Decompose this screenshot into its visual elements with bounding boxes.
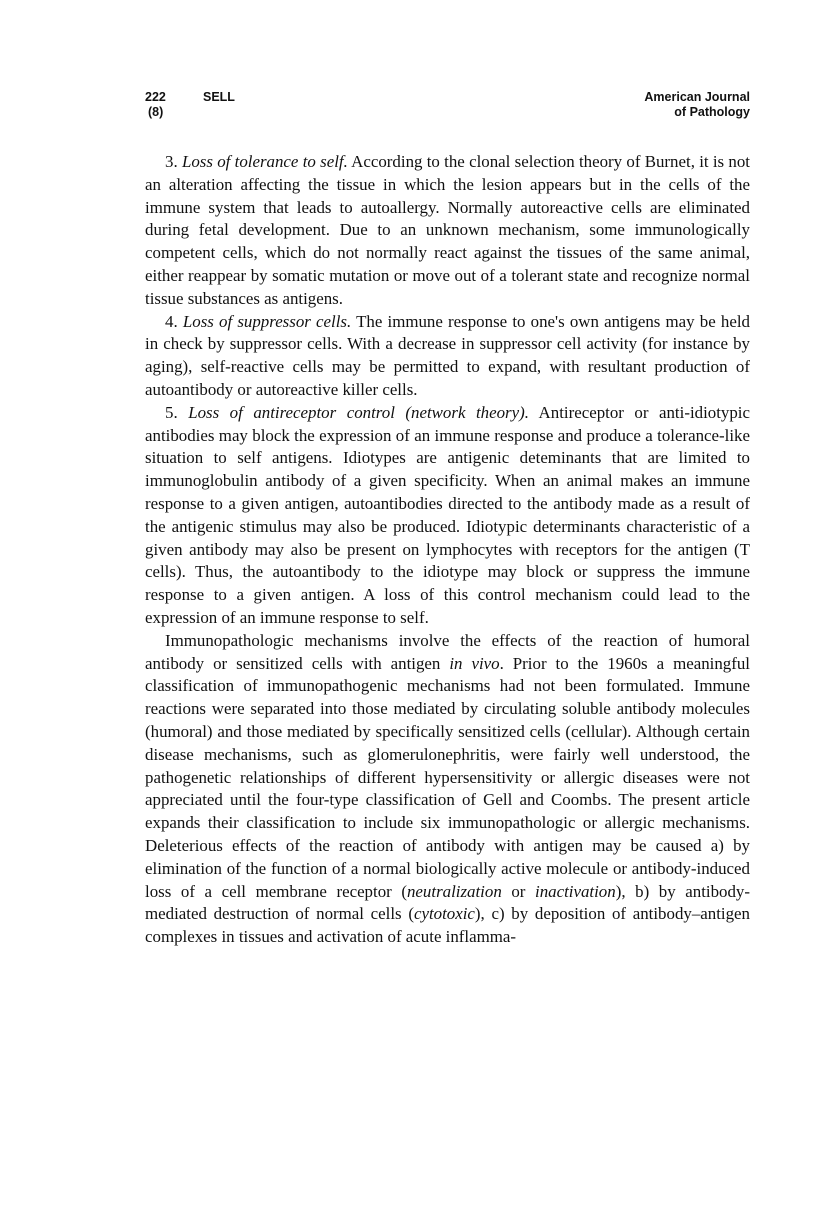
italic-term-inactivation: inactivation: [535, 881, 616, 901]
text-segment: . Prior to the 1960s a meaningful classification of immunopathogenic mechanisms had not been formulated. Immune reactions were separated into those mediated by circulating soluble antibody molecules (humoral) and those mediated by specifically sensitized cells (cellular). Although certain disease mechanisms, such as glomerulonephritis, were fairly well understood, the pathogenetic relationships of different hypersensitivity or allergic diseases were not appreciated until the four-type classification of Gell and Coombs. The present article expands their classification to include six immunopathologic or allergic mechanisms. Deleterious effects of the reaction of antibody with antigen may be caused a) by elimination of the function of a normal biologically active molecule or antibody-induced loss of a cell membrane receptor (: [145, 653, 750, 901]
text-segment: ), c) by deposition of antibody–antigen complexes in tissues and activation of acute inflamma-: [145, 904, 750, 947]
page-sub-number: (8): [148, 105, 164, 119]
item-heading: Loss of antireceptor control (network theory).: [188, 402, 529, 422]
running-header: [145, 90, 750, 124]
page-number: 222: [145, 90, 166, 104]
item-heading: Loss of tolerance to self.: [181, 152, 348, 171]
item-number: 3.: [165, 152, 178, 171]
italic-term-cytotoxic: cytotoxic: [413, 904, 475, 924]
paragraph-loss-of-tolerance: [145, 151, 750, 311]
item-number: 5.: [165, 402, 178, 422]
text-segment: or: [501, 881, 536, 901]
item-number: 4.: [165, 311, 178, 331]
running-author: SELL: [203, 90, 235, 104]
italic-term-neutralization: neutralization: [406, 881, 502, 901]
paragraph-loss-of-suppressor-cells: [145, 311, 750, 402]
item-text: The immune response to one's own antigens may be held in check by suppressor cells. With a decrease in suppressor cell activity (for instance by aging), self-reactive cells may be permitted to expand, with resultant production of autoantibody or autoreactive killer cells.: [145, 311, 750, 399]
item-text: According to the clonal selection theory of Burnet, it is not an alteration affecting the tissue in which the lesion appears but in the cells of the immune system that leads to autoallergy. Normally autoreactive cells are eliminated during fetal development. Due to an unknown mechanism, some immunologically competent cells, which do not normally react against the tissues of the same animal, either reappear by somatic mutation or move out of a tolerant state and recognize normal tissue substances as antigens.: [145, 152, 750, 308]
item-text: Antireceptor or anti-idiotypic antibodies may block the expression of an immune response and produce a tolerance-like situation to self antigens. Idiotypes are antigenic deteminants that are limited to immunoglobulin antibody of a given specificity. When an animal makes an immune response to a given antigen, autoantibodies directed to the antibody made as a result of the antigenic stimulus may also be produced. Idiotypic determinants characteristic of a given antibody may also be present on lymphocytes with receptors for the antigen (T cells). Thus, the autoantibody to the idiotype may block or suppress the immune response to a given antigen. A loss of this control mechanism could lead to the expression of an immune response to self.: [145, 402, 750, 627]
journal-title-line2: of Pathology: [674, 105, 750, 119]
italic-term-in-vivo: in vivo: [449, 653, 500, 673]
text-segment: Immunopathologic mechanisms involve the effects of the reaction of humoral antibody or sensitized cells with antigen: [145, 630, 750, 673]
paragraph-immunopathologic-mechanisms: [145, 630, 750, 949]
text-segment: ), b) by antibody-mediated destruction of normal cells (: [145, 881, 751, 924]
header-left: [145, 90, 235, 120]
journal-title: [644, 90, 750, 120]
item-heading: Loss of suppressor cells.: [182, 311, 352, 331]
article-body: [145, 151, 750, 949]
journal-title-line1: American Journal: [644, 90, 750, 104]
paragraph-loss-of-antireceptor-control: [145, 402, 750, 630]
